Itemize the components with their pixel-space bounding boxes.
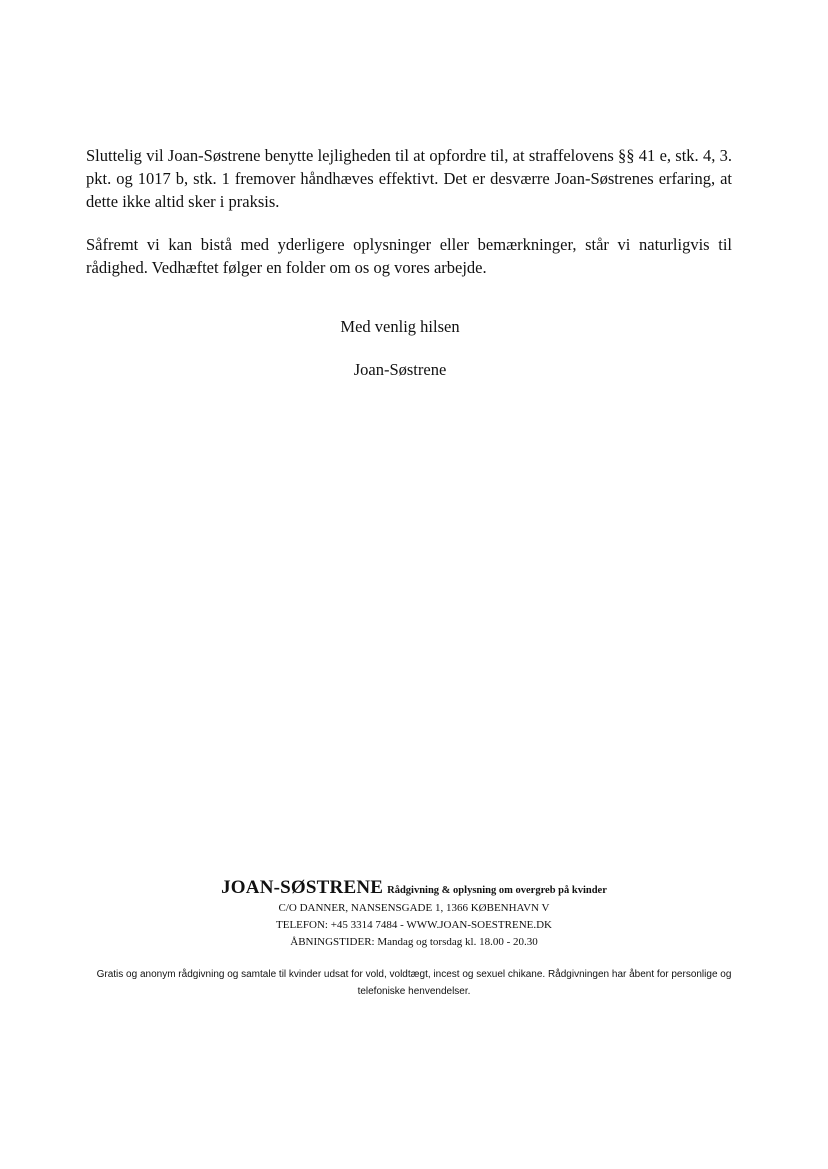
letter-closing: Med venlig hilsen [340,317,460,336]
letter-paragraph-enforcement: Sluttelig vil Joan-Søstrene benytte lejligheden til at opfordre til, at straffelovens §§ 41 e, stk. 4, 3. pkt. og 1017 b, stk. 1 fremover håndhæves effektivt. Det er desværre Joan-Søstrenes erfaring, at dette ikke altid sker i praksis. [86,146,732,211]
footer-org-name: JOAN-SØSTRENE [221,877,384,898]
footer-service-note: Gratis og anonym rådgivning og samtale til kvinder udsat for vold, voldtægt, incest og sexuel chikane. Rådgivningen har åbent for personlige og telefoniske henvendelser. [96,969,732,997]
letter-signature: Joan-Søstrene [353,360,447,379]
letter-paragraph-assistance: Såfremt vi kan bistå med yderligere oplysninger eller bemærkninger, står vi naturligvis til rådighed. Vedhæftet følger en folder om os og vores arbejde. [86,235,732,277]
footer-phone-web: TELEFON: +45 3314 7484 - WWW.JOAN-SOESTRENE.DK [276,919,552,931]
footer-address: C/O DANNER, NANSENSGADE 1, 1366 KØBENHAVN V [278,902,550,914]
footer-letterhead [0,877,828,899]
footer-tagline: Rådgivning & oplysning om overgreb på kvinder [387,885,607,896]
footer-opening-hours: ÅBNINGSTIDER: Mandag og torsdag kl. 18.00 - 20.30 [290,936,538,948]
